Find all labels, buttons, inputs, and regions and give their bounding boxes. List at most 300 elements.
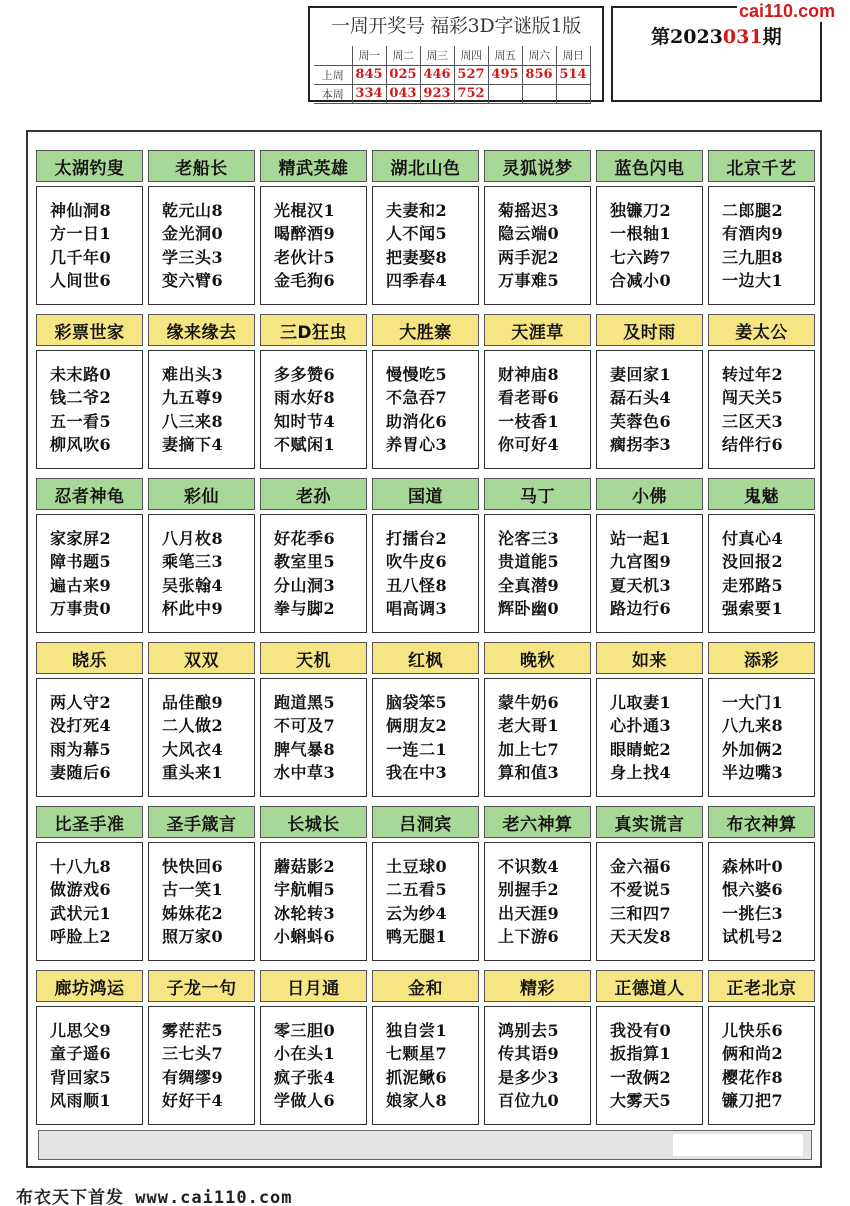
riddle-body [484, 678, 591, 797]
riddle-cell [484, 314, 591, 469]
riddle-cell [596, 970, 703, 1125]
riddle-line: 小蝌蚪6 [274, 927, 336, 946]
riddle-author: 北京千艺 [708, 150, 815, 182]
riddle-body [148, 186, 255, 305]
riddle-line: 二人做2 [162, 716, 224, 735]
riddle-line: 土豆球0 [386, 856, 448, 876]
draw-number: 025 [386, 65, 420, 84]
riddle-cell [708, 642, 815, 797]
riddle-line: 我在中3 [386, 763, 448, 782]
riddle-line: 一连二1 [386, 739, 448, 759]
riddle-line: 未末路0 [50, 364, 112, 384]
riddle-line: 心扑通3 [610, 716, 672, 735]
riddle-line: 呼脸上2 [50, 927, 112, 946]
riddle-line: 蒙牛奶6 [498, 692, 560, 712]
riddle-line: 不识数4 [498, 856, 560, 876]
riddle-line: 森林叶0 [722, 856, 784, 876]
riddle-line: 九宫图9 [610, 552, 672, 571]
riddle-line: 一敌俩2 [610, 1067, 672, 1087]
riddle-line: 两手泥2 [498, 247, 560, 267]
riddle-line: 站一起1 [610, 528, 672, 548]
issue-number-value: 031 [722, 26, 763, 48]
riddle-line: 障书题5 [50, 552, 112, 571]
riddle-line: 助消化6 [386, 411, 448, 431]
riddle-cell [148, 970, 255, 1125]
riddle-line: 合减小0 [610, 271, 672, 290]
riddle-body [148, 678, 255, 797]
riddle-grid [36, 150, 816, 1125]
riddle-body [372, 350, 479, 469]
riddle-line: 快快回6 [162, 856, 224, 876]
weekly-draw-title: 一周开奖号 福彩3D字谜版1版 [331, 15, 581, 37]
riddle-line: 隐云端0 [498, 224, 560, 243]
riddle-author: 精武英雄 [260, 150, 367, 182]
riddle-line: 八三来8 [162, 411, 224, 431]
riddle-author: 姜太公 [708, 314, 815, 346]
riddle-body [596, 186, 703, 305]
riddle-line: 强索要1 [722, 599, 784, 618]
riddle-author: 正老北京 [708, 970, 815, 1002]
draw-number: 752 [454, 84, 488, 103]
riddle-line: 有绸缪9 [162, 1067, 224, 1087]
riddle-body [484, 350, 591, 469]
riddle-cell [148, 806, 255, 961]
riddle-author: 缘来缘去 [148, 314, 255, 346]
riddle-cell [372, 642, 479, 797]
riddle-body [596, 678, 703, 797]
riddle-line: 试机号2 [722, 927, 784, 946]
riddle-line: 分山洞3 [274, 575, 336, 595]
weekly-draw-table [314, 46, 591, 104]
riddle-cell [36, 806, 143, 961]
riddle-cell [484, 478, 591, 633]
riddle-cell [596, 806, 703, 961]
riddle-line: 贵道能5 [498, 552, 560, 571]
riddle-body [484, 842, 591, 961]
riddle-line: 结伴行6 [722, 435, 784, 454]
riddle-line: 老大哥1 [498, 716, 560, 735]
riddle-author: 天机 [260, 642, 367, 674]
riddle-line: 儿快乐6 [722, 1020, 784, 1040]
riddle-line: 喝醉酒9 [274, 224, 336, 243]
riddle-line: 光棍汉1 [274, 200, 336, 220]
riddle-line: 学做人6 [274, 1091, 336, 1110]
riddle-line: 妻随后6 [50, 763, 112, 782]
riddle-line: 半边嘴3 [722, 763, 784, 782]
riddle-line: 三区天3 [722, 411, 784, 431]
riddle-body [372, 842, 479, 961]
riddle-body [260, 678, 367, 797]
riddle-body [36, 842, 143, 961]
riddle-line: 背回家5 [50, 1067, 112, 1087]
riddle-author: 马丁 [484, 478, 591, 510]
riddle-cell [260, 314, 367, 469]
riddle-line: 变六臂6 [162, 271, 224, 290]
riddle-author: 金和 [372, 970, 479, 1002]
riddle-line: 传其语9 [498, 1044, 560, 1063]
riddle-cell [484, 970, 591, 1125]
riddle-cell [36, 478, 143, 633]
riddle-body [708, 186, 815, 305]
riddle-author: 老船长 [148, 150, 255, 182]
riddle-line: 神仙洞8 [50, 200, 112, 220]
riddle-author: 大胜寨 [372, 314, 479, 346]
riddle-line: 有酒肉9 [722, 224, 784, 243]
riddle-line: 教室里5 [274, 552, 336, 571]
riddle-body [596, 350, 703, 469]
riddle-line: 八九来8 [722, 716, 784, 735]
riddle-line: 芙蓉色6 [610, 411, 672, 431]
riddle-line: 雨为幕5 [50, 739, 112, 759]
riddle-author: 小佛 [596, 478, 703, 510]
riddle-line: 难出头3 [162, 364, 224, 384]
riddle-line: 俩朋友2 [386, 716, 448, 735]
riddle-body [260, 186, 367, 305]
riddle-body [36, 678, 143, 797]
riddle-line: 多多赞6 [274, 364, 336, 384]
riddle-line: 姊妹花2 [162, 903, 224, 923]
riddle-line: 不赋闲1 [274, 435, 336, 454]
riddle-cell [148, 478, 255, 633]
riddle-line: 财神庙8 [498, 364, 560, 384]
riddle-line: 遍古来9 [50, 575, 112, 595]
riddle-line: 万事贵0 [50, 599, 112, 618]
riddle-line: 你可好4 [498, 435, 560, 454]
day-label: 周三 [420, 46, 454, 65]
riddle-line: 夏天机3 [610, 575, 672, 595]
riddle-line: 人不闻5 [386, 224, 448, 243]
riddle-line: 知时节4 [274, 411, 336, 431]
draw-number: 446 [420, 65, 454, 84]
riddle-body [36, 186, 143, 305]
riddle-author: 廊坊鸿运 [36, 970, 143, 1002]
riddle-line: 不爱说5 [610, 880, 672, 899]
riddle-line: 天天发8 [610, 927, 672, 946]
corner-cell [314, 46, 352, 65]
riddle-line: 我没有0 [610, 1020, 672, 1040]
riddle-author: 老孙 [260, 478, 367, 510]
riddle-cell [36, 970, 143, 1125]
riddle-cell [260, 970, 367, 1125]
riddle-line: 身上找4 [610, 763, 672, 782]
riddle-line: 独镰刀2 [610, 200, 672, 220]
riddle-author: 蓝色闪电 [596, 150, 703, 182]
riddle-body [708, 514, 815, 633]
day-label: 周日 [556, 46, 590, 65]
riddle-line: 瘸拐李3 [610, 435, 672, 454]
draw-number: 923 [420, 84, 454, 103]
riddle-line: 三和四7 [610, 903, 672, 923]
riddle-line: 万事难5 [498, 271, 560, 290]
riddle-line: 拳与脚2 [274, 599, 336, 618]
days-row [314, 46, 590, 65]
riddle-author: 日月通 [260, 970, 367, 1002]
last-week-row [314, 65, 590, 84]
riddle-author: 晚秋 [484, 642, 591, 674]
issue-prefix: 第2023 [651, 26, 723, 48]
riddle-line: 二五看5 [386, 880, 448, 899]
riddle-cell [260, 150, 367, 305]
riddle-line: 大雾天5 [610, 1091, 672, 1110]
riddle-author: 吕洞宾 [372, 806, 479, 838]
issue-suffix: 期 [762, 26, 782, 48]
riddle-body [708, 1006, 815, 1125]
draw-number: 845 [352, 65, 386, 84]
riddle-line: 外加俩2 [722, 739, 784, 759]
riddle-author: 如来 [596, 642, 703, 674]
riddle-cell [36, 642, 143, 797]
riddle-line: 杯此中9 [162, 599, 224, 618]
riddle-cell [596, 642, 703, 797]
riddle-line: 娘家人8 [386, 1091, 448, 1110]
riddle-line: 宇航帽5 [274, 880, 336, 899]
riddle-author: 长城长 [260, 806, 367, 838]
riddle-line: 辉卧幽0 [498, 599, 560, 618]
riddle-cell [372, 478, 479, 633]
riddle-line: 零三胆0 [274, 1020, 336, 1040]
riddle-line: 恨六婆6 [722, 880, 784, 899]
riddle-line: 七颗星7 [386, 1044, 448, 1063]
riddle-line: 百位九0 [498, 1091, 560, 1110]
riddle-author: 灵狐说梦 [484, 150, 591, 182]
riddle-body [148, 514, 255, 633]
riddle-line: 品佳酿9 [162, 692, 224, 712]
riddle-line: 妻回家1 [610, 364, 672, 384]
riddle-line: 乾元山8 [162, 200, 224, 220]
riddle-line: 镰刀把7 [722, 1091, 784, 1110]
riddle-line: 不急吞7 [386, 388, 448, 407]
riddle-line: 金毛狗6 [274, 271, 336, 290]
riddle-line: 家家屏2 [50, 528, 112, 548]
riddle-author: 三D狂虫 [260, 314, 367, 346]
riddle-line: 儿取妻1 [610, 692, 672, 712]
riddle-line: 养胃心3 [386, 435, 448, 454]
riddle-line: 俩和尚2 [722, 1044, 784, 1063]
riddle-line: 儿思父9 [50, 1020, 112, 1040]
riddle-line: 眼睛蛇2 [610, 739, 672, 759]
riddle-line: 八月枚8 [162, 528, 224, 548]
riddle-author: 添彩 [708, 642, 815, 674]
riddle-line: 雾茫茫5 [162, 1020, 224, 1040]
riddle-cell [36, 314, 143, 469]
riddle-line: 水中草3 [274, 763, 336, 782]
riddle-cell [148, 314, 255, 469]
riddle-line: 四季春4 [386, 271, 448, 290]
draw-number [556, 84, 590, 103]
riddle-line: 妻摘下4 [162, 435, 224, 454]
riddle-body [596, 842, 703, 961]
riddle-author: 精彩 [484, 970, 591, 1002]
riddle-author: 鬼魅 [708, 478, 815, 510]
riddle-line: 一边大1 [722, 271, 784, 290]
riddle-author: 及时雨 [596, 314, 703, 346]
draw-number: 334 [352, 84, 386, 103]
riddle-line: 抓泥鳅6 [386, 1067, 448, 1087]
riddle-line: 蘑菇影2 [274, 856, 336, 876]
riddle-body [148, 842, 255, 961]
riddle-author: 布衣神算 [708, 806, 815, 838]
riddle-line: 二郎腿2 [722, 200, 784, 220]
riddle-line: 柳风吹6 [50, 435, 112, 454]
riddle-body [148, 350, 255, 469]
riddle-line: 出天涯9 [498, 903, 560, 923]
riddle-author: 天涯草 [484, 314, 591, 346]
riddle-body [148, 1006, 255, 1125]
riddle-line: 古一笑1 [162, 880, 224, 899]
riddle-body [36, 1006, 143, 1125]
riddle-body [596, 514, 703, 633]
riddle-author: 圣手箴言 [148, 806, 255, 838]
riddle-line: 两人守2 [50, 692, 112, 712]
riddle-author: 子龙一句 [148, 970, 255, 1002]
riddle-body [708, 350, 815, 469]
riddle-author: 彩票世家 [36, 314, 143, 346]
riddle-line: 乘笔三3 [162, 552, 224, 571]
riddle-line: 一枝香1 [498, 411, 560, 431]
riddle-author: 真实谎言 [596, 806, 703, 838]
riddle-line: 没回报2 [722, 552, 784, 571]
draw-number: 043 [386, 84, 420, 103]
riddle-line: 走邪路5 [722, 575, 784, 595]
riddle-body [260, 842, 367, 961]
riddle-line: 鸭无腿1 [386, 927, 448, 946]
riddle-line: 路边行6 [610, 599, 672, 618]
riddle-cell [596, 478, 703, 633]
riddle-cell [708, 970, 815, 1125]
issue-number [651, 22, 782, 49]
riddle-author: 湖北山色 [372, 150, 479, 182]
riddle-line: 七六跨7 [610, 247, 672, 267]
riddle-line: 跑道黑5 [274, 692, 336, 712]
riddle-line: 没打死4 [50, 716, 112, 735]
riddle-line: 小在头1 [274, 1044, 336, 1063]
riddle-cell [260, 478, 367, 633]
riddle-line: 云为纱4 [386, 903, 448, 923]
riddle-body [372, 1006, 479, 1125]
riddle-line: 重头来1 [162, 763, 224, 782]
riddle-line: 几千年0 [50, 247, 112, 267]
draw-number: 514 [556, 65, 590, 84]
riddle-line: 加上七7 [498, 739, 560, 759]
riddle-line: 做游戏6 [50, 880, 112, 899]
day-label: 周一 [352, 46, 386, 65]
riddle-body [484, 1006, 591, 1125]
riddle-cell [260, 806, 367, 961]
riddle-line: 别握手2 [498, 880, 560, 899]
riddle-cell [148, 150, 255, 305]
footer-credit: 布衣天下首发 www.cai110.com [16, 1188, 293, 1206]
draw-number: 495 [488, 65, 522, 84]
riddle-author: 比圣手准 [36, 806, 143, 838]
riddle-body [36, 350, 143, 469]
riddle-author: 正德道人 [596, 970, 703, 1002]
riddle-line: 夫妻和2 [386, 200, 448, 220]
riddle-line: 看老哥6 [498, 388, 560, 407]
draw-number: 527 [454, 65, 488, 84]
riddle-line: 鸿别去5 [498, 1020, 560, 1040]
day-label: 周六 [522, 46, 556, 65]
riddle-body [596, 1006, 703, 1125]
riddle-author: 老六神算 [484, 806, 591, 838]
riddle-line: 风雨顺1 [50, 1091, 112, 1110]
riddle-line: 把妻娶8 [386, 247, 448, 267]
riddle-line: 菊摇迟3 [498, 200, 560, 220]
riddle-cell [484, 150, 591, 305]
site-watermark: cai110.com [739, 1, 836, 21]
riddle-cell [148, 642, 255, 797]
riddle-line: 不可及7 [274, 716, 336, 735]
riddle-cell [484, 806, 591, 961]
this-week-row [314, 84, 590, 103]
riddle-body [484, 186, 591, 305]
riddle-author: 晓乐 [36, 642, 143, 674]
riddle-line: 算和值3 [498, 763, 560, 782]
riddle-cell [596, 150, 703, 305]
riddle-cell [372, 314, 479, 469]
riddle-line: 一大门1 [722, 692, 784, 712]
riddle-line: 九五尊9 [162, 388, 224, 407]
riddle-cell [372, 970, 479, 1125]
riddle-line: 冰轮转3 [274, 903, 336, 923]
riddle-line: 闯天关5 [722, 388, 784, 407]
riddle-line: 照万家0 [162, 927, 224, 946]
draw-number [488, 84, 522, 103]
riddle-line: 吴张翰4 [162, 575, 224, 595]
riddle-line: 疯子张4 [274, 1067, 336, 1087]
riddle-body [260, 514, 367, 633]
riddle-line: 三七头7 [162, 1044, 224, 1063]
riddle-line: 上下游6 [498, 927, 560, 946]
riddle-body [260, 1006, 367, 1125]
riddle-body [36, 514, 143, 633]
riddle-body [372, 678, 479, 797]
riddle-line: 扳指算1 [610, 1044, 672, 1063]
riddle-author: 双双 [148, 642, 255, 674]
riddle-line: 好花季6 [274, 528, 336, 548]
riddle-line: 沦客三3 [498, 528, 560, 548]
day-label: 周五 [488, 46, 522, 65]
riddle-line: 好好干4 [162, 1091, 224, 1110]
riddle-body [484, 514, 591, 633]
this-week-label: 本周 [314, 84, 352, 103]
riddle-line: 五一看5 [50, 411, 112, 431]
riddle-line: 磊石头4 [610, 388, 672, 407]
riddle-cell [36, 150, 143, 305]
draw-number: 856 [522, 65, 556, 84]
riddle-cell [260, 642, 367, 797]
riddle-line: 唱高调3 [386, 599, 448, 618]
riddle-line: 脾气暴8 [274, 739, 336, 759]
riddle-author: 红枫 [372, 642, 479, 674]
riddle-cell [708, 478, 815, 633]
riddle-body [372, 514, 479, 633]
riddle-line: 付真心4 [722, 528, 784, 548]
riddle-line: 十八九8 [50, 856, 112, 876]
riddle-line: 丑八怪8 [386, 575, 448, 595]
riddle-author: 太湖钓叟 [36, 150, 143, 182]
last-week-label: 上周 [314, 65, 352, 84]
riddle-cell [708, 150, 815, 305]
riddle-line: 雨水好8 [274, 388, 336, 407]
riddle-line: 老伙计5 [274, 247, 336, 267]
riddle-author: 忍者神龟 [36, 478, 143, 510]
riddle-line: 打擂台2 [386, 528, 448, 548]
riddle-line: 大风衣4 [162, 739, 224, 759]
riddle-cell [596, 314, 703, 469]
day-label: 周二 [386, 46, 420, 65]
day-label: 周四 [454, 46, 488, 65]
riddle-line: 方一日1 [50, 224, 112, 243]
